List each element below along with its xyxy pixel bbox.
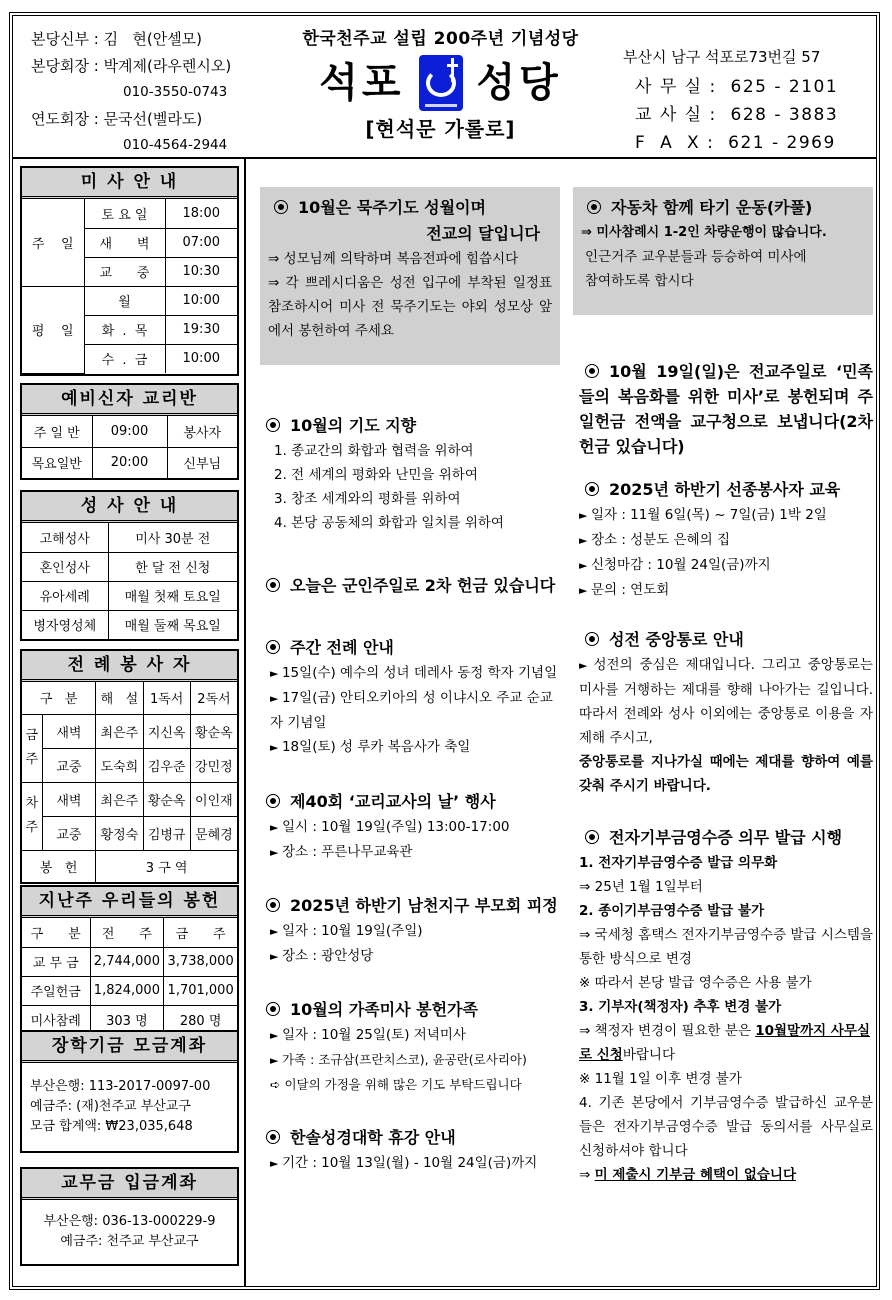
sacraments-table: 고해성사 미사 30분 전 혼인성사 한 달 전 신청 유아세례 매월 첫째 토요일 병자영성체 매월 둘째 목요일 [22,523,237,639]
warning-emphasis: 미 제출시 기부금 혜택이 없습니다 [594,1167,796,1183]
bullet-icon [266,640,280,654]
parish-logo-icon [419,55,463,111]
dues-account-details [22,1200,237,1264]
bullet-icon [587,200,601,214]
deadline-emphasis: 10월말까지 사무실로 신청 [579,1023,870,1063]
offering-box [20,885,239,1036]
rosary-month-notice [260,187,560,365]
scholarship-holder: 예금주: (재)천주교 부산교구 [30,1099,191,1114]
prayer-item: 4. 본당 공동체의 화합과 일치를 위하여 [274,515,504,531]
bullet-icon [266,418,280,432]
bullet-icon [266,578,280,592]
president-row [31,53,231,80]
president-phone: 010-3550-0743 [123,84,228,100]
liturgy-item: ► 17일(금) 안티오키아의 성 이냐시오 주교 순교자 기념일 [260,686,560,735]
yeondo-label: 연도회장 : [31,109,104,128]
yeondo-phone: 010-4564-2944 [123,137,228,153]
dues-holder: 예금주: 천주교 부산교구 [60,1234,199,1249]
parish-name-left: 석포 [319,60,405,106]
prayer-intention-section [260,413,560,535]
president-name: 박계제(라우렌시오) [103,56,232,75]
liturgy-servers-box [20,649,239,884]
bulletin-frame [9,12,880,1290]
e-receipt-section: 전자기부금영수증 의무 발급 시행 1. 전자기부금영수증 발급 의무화 ⇒ 25년 1월 1일부터 2. 종이기부금영수증 발급 불가 ⇒ 국세청 홈택스 전자기부금영수증 발급 시스템을 통한 방식으로 변경 ※ 따라서 본당 발급 영수증은 사용 불가 3. 기부자(책정자) 추후 변경 불가 ⇒ 책정자 변경이 필요한 분은 10월말까지 사무실로 신청바랍니다 ※ 11월 1일 이후 변경 불가 4. 기존 본당에서 기부금영수증 발급하신 교우분들은 전자기부금영수증 발급 동의서를 사무실로 신청하셔야 합니다 ⇒ 미 제출시 기부금 혜택이 없습니다 [579,828,873,1183]
dues-account-box [20,1167,239,1266]
rosary-line: ⇒ 각 쁘레시디움은 성전 입구에 부착된 일정표 참조하시어 미사 전 묵주기도는 야외 성모상 앞에서 봉헌하여 주세요 [268,275,552,339]
president-label: 본당회장 : [31,56,104,75]
carpool-notice: 자동차 함께 타기 운동(카풀) ⇒ 미사참례시 1-2인 차량운행이 많습니다. 인근거주 교우분들과 등승하여 미사에 참여하도록 합시다 [573,187,873,315]
bible-college-section: 한솔성경대학 휴강 안내 ► 기간 : 10월 13일(월) - 10월 24일(금)까지 [260,1125,560,1176]
prayer-item: 3. 창조 세계와의 평화를 위하여 [274,491,461,507]
scholarship-account-title: 장학기금 모금계좌 [22,1032,237,1063]
sacraments-title: 성 사 안 내 [22,492,237,523]
mass-schedule-table: 주 일 토 요 일 18:00 새 벽 07:00 교 중 10:30 평 일 월 10:00 화 . 목 19:30 수 . 금 10:00 [22,199,237,374]
catechumen-title: 예비신자 교리반 [22,385,237,416]
bullet-icon [585,482,599,496]
bullet-icon [585,830,599,844]
yeondo-president-row [31,106,231,133]
catechist-day-section: 제40회 ‘교리교사의 날’ 행사 ► 일시 : 10월 19일(주일) 13:00-17:00 ► 장소 : 푸른나무교육관 [260,789,560,865]
rosary-line: ⇒ 성모님께 의탁하며 복음전파에 힘씁시다 [268,251,519,267]
liturgy-item: ► 18일(토) 성 루카 복음사가 축일 [260,735,560,760]
liturgy-servers-table: 구 분 해 설 1독서 2독서 금주 새벽 최은주 지신옥 황순옥 교중 도숙희 김우준 강민정 차주 새벽 최은주 황순옥 이인재 교중 황정숙 김병규 문혜경 봉 헌 3 구 역 [22,682,237,882]
mass-schedule-title: 미 사 안 내 [22,168,237,199]
scholarship-total: 모금 합계액: ₩23,035,648 [30,1119,193,1134]
communion-ministers-section: 2025년 하반기 선종봉사자 교육 ► 일자 : 11월 6일(목) ~ 7일(금) 1박 2일 ► 장소 : 성분도 은혜의 집 ► 신청마감 : 10월 24일(금)까지 ► 문의 : 연도회 [573,477,873,603]
patron-saint: [현석문 가롤로] [365,117,516,141]
pastor-name: 김 현(안셀모) [103,30,203,48]
liturgy-item: ► 15일(수) 예수의 성녀 데레사 동정 학자 기념일 [260,661,560,686]
pastor-label: 본당신부 : [31,30,104,48]
yeondo-name: 문국선(벨라도) [103,109,203,128]
bullet-icon [585,632,599,646]
bulletin-header [13,16,876,159]
mass-schedule-box [20,166,239,376]
military-sunday-notice: 오늘은 군인주일로 2차 헌금 있습니다 [260,573,560,599]
parents-retreat-section: 2025년 하반기 남천지구 부모회 피정 ► 일자 : 10월 19일(주일) ► 장소 : 광안성당 [260,893,560,969]
offering-table: 구 분 전 주 금 주 교 무 금 2,744,000 3,738,000 주일헌금 1,824,000 1,701,000 미사참례 303 명 280 명 [22,918,237,1034]
scholarship-account-details [22,1063,237,1151]
dues-account-title: 교무금 입금계좌 [22,1169,237,1200]
office-phone: 사 무 실 : 625 - 2101 [635,77,839,97]
bullet-icon [266,1002,280,1016]
rosary-title-line2: 전교의 달입니다 [426,224,540,243]
family-mass-section: 10월의 가족미사 봉헌가족 ► 일자 : 10월 25일(토) 저녁미사 ► 가족 : 조규삼(프란치스코), 윤공란(로사리아) ➪ 이달의 가정을 위해 많은 기도 부탁드립니다 [260,997,560,1097]
parish-title-block [268,24,613,142]
prayer-item: 1. 종교간의 화합과 협력을 위하여 [274,443,474,459]
bullet-icon [274,200,288,214]
prayer-item: 2. 전 세계의 평화와 난민을 위하여 [274,467,478,483]
contact-info [623,46,838,157]
bullet-icon [266,794,280,808]
teachers-room-phone: 교 사 실 : 628 - 3883 [635,105,839,125]
bullet-icon [585,364,599,378]
parish-name [268,55,613,111]
offering-title: 지난주 우리들의 봉헌 [22,887,237,918]
rosary-title: 10월은 묵주기도 성월이며 [268,195,552,221]
catechumen-table: 주 일 반 09:00 봉사자 목요일반 20:00 신부님 [22,416,237,478]
central-aisle-section: 성전 중앙통로 안내 ► 성전의 중심은 제대입니다. 그리고 중앙통로는 미사를 거행하는 제대를 향해 나아가는 길입니다. 따라서 전례와 성사 이외에는 중앙통로 이용을 자제해 주시고, 중앙통로를 지나가실 때에는 제대를 향하여 예를 갖춰 주시기 바랍니다. [573,627,873,798]
sacraments-box [20,490,239,641]
scholarship-bank: 부산은행: 113-2017-0097-00 [30,1079,211,1094]
address: 부산시 남구 석포로73번길 57 [623,48,821,66]
weekly-liturgy-section: 주간 전례 안내 ► 15일(수) 예수의 성녀 데레사 동정 학자 기념일 ► 17일(금) 안티오키아의 성 이냐시오 주교 순교자 기념일 ► 18일(토) 성 루카 복음사가 축일 [260,635,560,760]
scholarship-account-box [20,1030,239,1153]
bullet-icon [266,1130,280,1144]
fax-number: F A X : 621 - 2969 [635,133,836,153]
bullet-icon [266,898,280,912]
catechumen-box [20,383,239,480]
staff-info [31,26,231,159]
mission-sunday-notice: 10월 19일(일)은 전교주일로 ‘민족들의 복음화를 위한 미사’로 봉헌되며 주일헌금 전액을 교구청으로 보냅니다(2차헌금 있습니다) [579,362,873,456]
dues-bank: 부산은행: 036-13-000229-9 [43,1214,216,1229]
pastor-row [31,26,231,53]
prayer-intention-title: 10월의 기도 지향 [290,416,417,435]
liturgy-servers-title: 전 례 봉 사 자 [22,651,237,682]
anniversary-subtitle: 한국천주교 설립 200주년 기념성당 [302,29,579,49]
parish-name-right: 성당 [476,60,562,106]
left-sidebar [13,159,246,1286]
